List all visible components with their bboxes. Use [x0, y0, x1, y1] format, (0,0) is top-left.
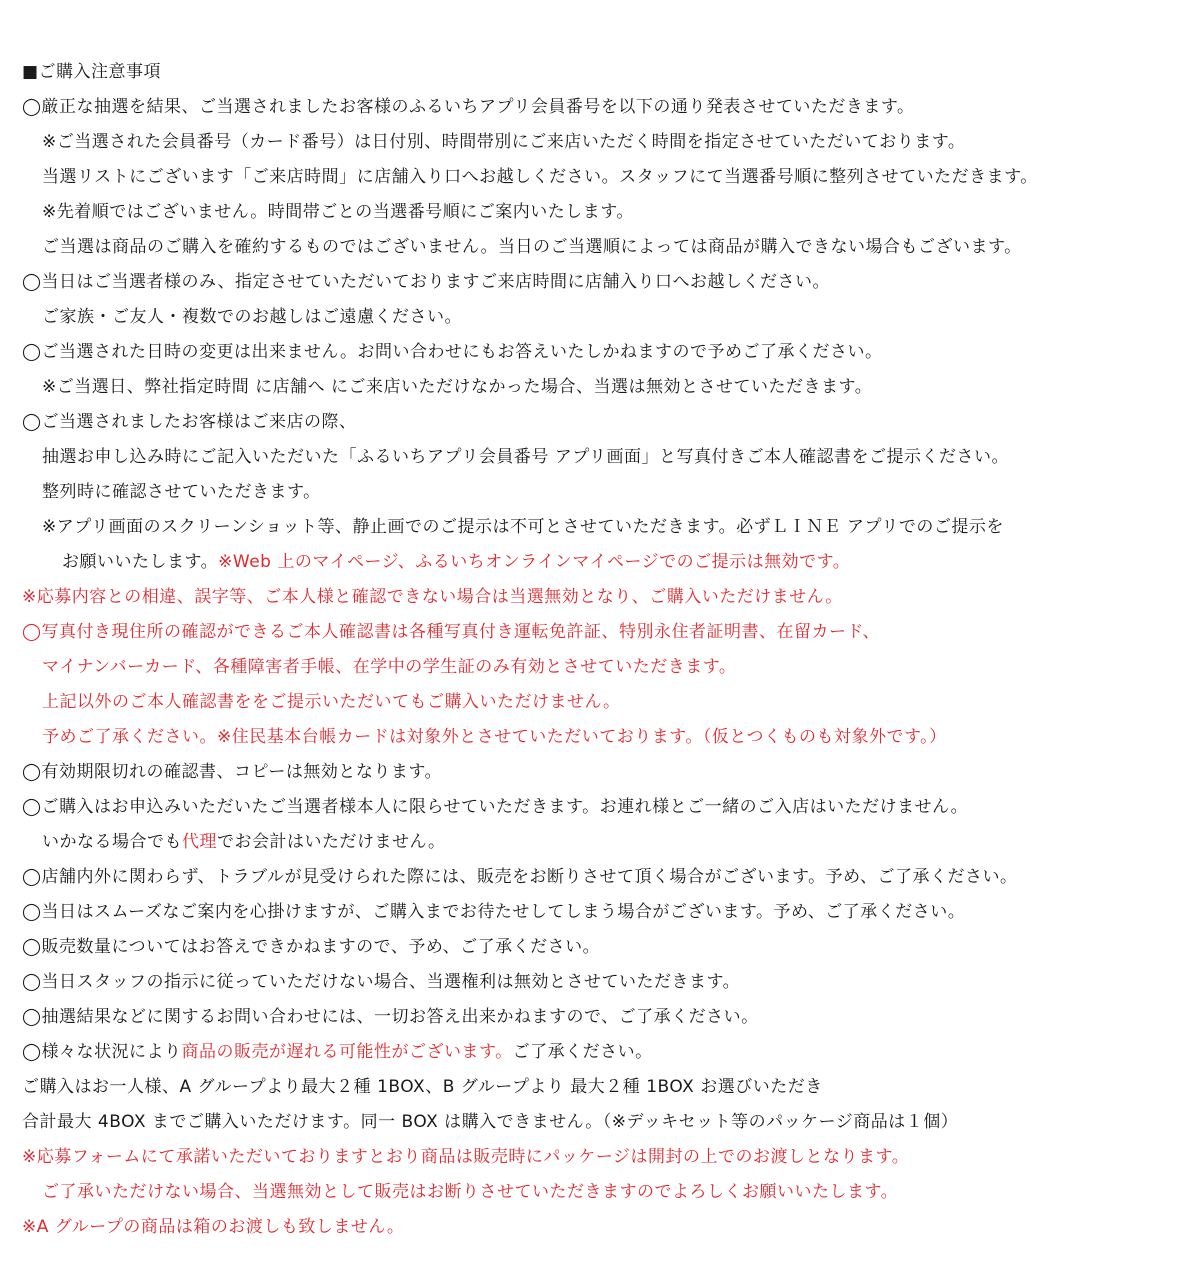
notice-line: ◯ご購入はお申込みいただいたご当選者様本人に限らせていただきます。お連れ様とご一緒のご入店はいただけません。: [22, 797, 969, 817]
notice-line: 整列時に確認させていただきます。: [42, 482, 321, 502]
notice-line: ◯抽選結果などに関するお問い合わせには、一切お答え出来かねますので、ご了承ください。: [22, 1007, 759, 1027]
notice-line: [22, 545, 1182, 580]
notice-line: ◯販売数量についてはお答えできかねますので、予め、ご了承ください。: [22, 937, 601, 957]
notice-line: ご購入はお一人様、A グループより最大２種 1BOX、B グループより 最大２種 1BOX お選びいただき: [22, 1077, 823, 1097]
notice-line: ◯当日はご当選者様のみ、指定させていただいておりますご来店時間に店舗入り口へお越しください。: [22, 272, 831, 292]
notice-line: ※先着順ではございません。時間帯ごとの当選番号順にご案内いたします。: [42, 202, 634, 222]
notice-line: ご当選は商品のご購入を確約するものではございません。当日のご当選順によっては商品が購入できない場合もございます。: [42, 237, 1022, 257]
notice-text: でお会計はいただけません。: [217, 832, 446, 852]
notice-warning-line: ※応募フォームにて承諾いただいておりますとおり商品は販売時にパッケージは開封の上でのお渡しとなります。: [22, 1147, 910, 1167]
notice-line: ◯ご当選された日時の変更は出来ません。お問い合わせにもお答えいたしかねますので予めご了承ください。: [22, 342, 883, 362]
notice-warning-line: ※応募内容との相違、誤字等、ご本人様と確認できない場合は当選無効となり、ご購入いただけません。: [22, 587, 843, 607]
notice-title: ■ご購入注意事項: [22, 62, 162, 82]
notice-line: ◯当日はスムーズなご案内を心掛けますが、ご購入までお待たせしてしまう場合がございます。予め、ご了承ください。: [22, 902, 966, 922]
notice-warning-text: 商品の販売が遅れる可能性がございます。: [181, 1042, 513, 1062]
notice-warning-line: ※A グループの商品は箱のお渡しも致しません。: [22, 1217, 405, 1237]
notice-text: ご了承ください。: [512, 1042, 653, 1062]
notice-warning-line: マイナンバーカード、各種障害者手帳、在学中の学生証のみ有効とさせていただきます。: [42, 657, 737, 677]
notice-line: ※ご当選された会員番号（カード番号）は日付別、時間帯別にご来店いただく時間を指定させていただいております。: [42, 132, 966, 152]
notice-line: ◯店舗内外に関わらず、トラブルが見受けられた際には、販売をお断りさせて頂く場合がございます。予め、ご了承ください。: [22, 867, 1018, 887]
notice-line: ※ご当選日、弊社指定時間 に店舗へ にご来店いただけなかった場合、当選は無効とさせていただきます。: [42, 377, 873, 397]
notice-warning-line: ご了承いただけない場合、当選無効として販売はお断りさせていただきますのでよろしくお願いいたします。: [42, 1182, 899, 1202]
notice-warning-line: 上記以外のご本人確認書ををご提示いただいてもご購入いただけません。: [42, 692, 621, 712]
notice-text: ◯様々な状況により: [22, 1042, 182, 1062]
notice-text: いかなる場合でも: [42, 832, 182, 852]
notice-warning-text: 代理: [182, 832, 217, 852]
notice-line: 抽選お申し込み時にご記入いただいた「ふるいちアプリ会員番号 アプリ画面」と写真付きご本人確認書をご提示ください。: [42, 447, 1010, 467]
notice-warning-line: ◯写真付き現住所の確認ができるご本人確認書は各種写真付き運転免許証、特別永住者証明書、在留カード、: [22, 622, 880, 642]
notice-text: お願いいたします。: [62, 552, 219, 572]
notice-line: 当選リストにございます「ご来店時間」に店舗入り口へお越しください。スタッフにて当選番号順に整列させていただきます。: [42, 167, 1038, 187]
notice-warning-line: 予めご了承ください。※住民基本台帳カードは対象外とさせていただいております。（仮とつくものも対象外です。）: [42, 727, 947, 747]
notice-line: ◯当日スタッフの指示に従っていただけない場合、当選権利は無効とさせていただきます。: [22, 972, 741, 992]
purchase-notice: [22, 55, 1182, 1245]
notice-line: ご家族・ご友人・複数でのお越しはご遠慮ください。: [42, 307, 462, 327]
notice-warning-text: ※Web 上のマイページ、ふるいちオンラインマイページでのご提示は無効です。: [218, 552, 851, 572]
notice-line: 合計最大 4BOX までご購入いただけます。同一 BOX は購入できません。（※デッキセット等のパッケージ商品は１個）: [22, 1112, 959, 1132]
notice-line: [22, 825, 1182, 860]
notice-line: [22, 1035, 1182, 1070]
notice-line: ◯ご当選されましたお客様はご来店の際、: [22, 412, 357, 432]
notice-line: ◯厳正な抽選を結果、ご当選されましたお客様のふるいちアプリ会員番号を以下の通り発表させていただきます。: [22, 97, 915, 117]
notice-line: ※アプリ画面のスクリーンショット等、静止画でのご提示は不可とさせていただきます。必ずＬＩＮＥ アプリでのご提示を: [42, 517, 1004, 537]
notice-line: ◯有効期限切れの確認書、コピーは無効となります。: [22, 762, 442, 782]
